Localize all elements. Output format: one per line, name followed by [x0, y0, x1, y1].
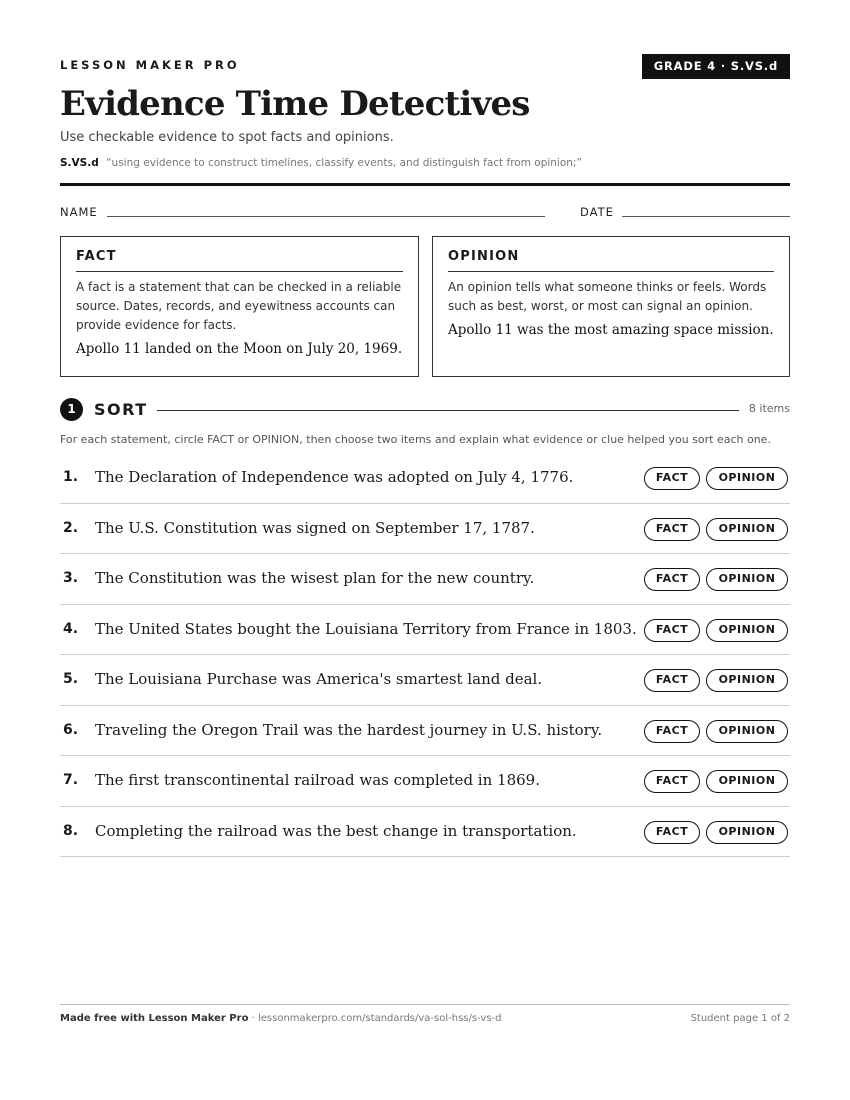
item-statement: The Constitution was the wisest plan for the new country. [95, 569, 535, 587]
section-number: 1 [60, 398, 83, 421]
opinion-heading: OPINION [448, 249, 774, 272]
standard-text: “using evidence to construct timelines, classify events, and distinguish fact from opinion;” [106, 157, 582, 169]
fact-choice-button[interactable]: FACT [644, 770, 700, 793]
list-item [60, 605, 790, 656]
name-field[interactable] [107, 216, 545, 217]
opinion-choice-button[interactable]: OPINION [706, 568, 788, 591]
item-number: 4. [63, 620, 79, 637]
footer-url: · lessonmakerpro.com/standards/va-sol-hss/s-vs-d [248, 1013, 502, 1024]
item-number: 7. [63, 772, 79, 788]
item-number: 5. [63, 671, 79, 687]
opinion-choice-button[interactable]: OPINION [706, 770, 788, 793]
list-item [60, 504, 790, 555]
list-item [60, 807, 790, 858]
opinion-choice-button[interactable]: OPINION [706, 518, 788, 541]
item-number: 8. [63, 822, 79, 839]
list-item [60, 756, 790, 807]
item-number: 3. [63, 570, 79, 586]
footer-page-number: Student page 1 of 2 [690, 1013, 790, 1024]
item-number: 2. [63, 519, 79, 536]
brand-name: LESSON MAKER PRO [60, 58, 240, 72]
standard-code: S.VS.d [60, 157, 99, 169]
opinion-body: An opinion tells what someone thinks or feels. Words such as best, worst, or most can signal an opinion. [448, 280, 767, 313]
date-field[interactable] [622, 216, 790, 217]
item-number: 6. [63, 721, 79, 738]
opinion-definition-box [432, 236, 790, 377]
footer-made-with: Made free with Lesson Maker Pro [60, 1013, 249, 1024]
fact-choice-button[interactable]: FACT [644, 518, 700, 541]
fact-choice-button[interactable]: FACT [644, 821, 700, 844]
fact-choice-button[interactable]: FACT [644, 720, 700, 743]
item-number: 1. [63, 469, 79, 485]
page-title: Evidence Time Detectives [60, 84, 530, 124]
standard-line [60, 157, 582, 169]
item-statement: The U.S. Constitution was signed on September 17, 1787. [95, 518, 535, 537]
opinion-choice-button[interactable]: OPINION [706, 467, 788, 490]
section-divider [157, 410, 739, 411]
fact-choice-button[interactable]: FACT [644, 669, 700, 692]
list-item [60, 706, 790, 757]
list-item [60, 554, 790, 605]
list-item [60, 655, 790, 706]
item-statement: Completing the railroad was the best change in transportation. [95, 821, 577, 840]
section-title: SORT [94, 400, 148, 419]
opinion-choice-button[interactable]: OPINION [706, 821, 788, 844]
list-item [60, 453, 790, 504]
footer-credit [60, 1013, 502, 1024]
date-label: DATE [580, 205, 614, 219]
fact-choice-button[interactable]: FACT [644, 568, 700, 591]
fact-choice-button[interactable]: FACT [644, 619, 700, 642]
footer-divider [60, 1004, 790, 1005]
opinion-choice-button[interactable]: OPINION [706, 669, 788, 692]
fact-definition-box [60, 236, 419, 377]
item-statement: The United States bought the Louisiana Territory from France in 1803. [95, 619, 637, 638]
item-statement: Traveling the Oregon Trail was the hardest journey in U.S. history. [95, 720, 603, 739]
item-statement: The Louisiana Purchase was America's smartest land deal. [95, 670, 543, 688]
page-subtitle: Use checkable evidence to spot facts and opinions. [60, 130, 394, 145]
header-divider [60, 183, 790, 186]
fact-choice-button[interactable]: FACT [644, 467, 700, 490]
worksheet-page [60, 0, 790, 1100]
grade-badge: GRADE 4 · S.VS.d [642, 54, 790, 79]
statement-list [60, 453, 790, 857]
opinion-choice-button[interactable]: OPINION [706, 619, 788, 642]
opinion-example: Apollo 11 was the most amazing space mission. [448, 322, 774, 338]
fact-body: A fact is a statement that can be checked in a reliable source. Dates, records, and eyewitness accounts can provide evidence for facts. [76, 280, 402, 332]
section-item-count: 8 items [748, 402, 790, 415]
fact-example: Apollo 11 landed on the Moon on July 20, 1969. [76, 341, 403, 357]
opinion-choice-button[interactable]: OPINION [706, 720, 788, 743]
item-statement: The first transcontinental railroad was completed in 1869. [95, 771, 540, 789]
item-statement: The Declaration of Independence was adopted on July 4, 1776. [95, 468, 574, 486]
section-instructions: For each statement, circle FACT or OPINION, then choose two items and explain what evidence or clue helped you sort each one. [60, 433, 771, 446]
name-label: NAME [60, 205, 98, 219]
fact-heading: FACT [76, 249, 403, 272]
